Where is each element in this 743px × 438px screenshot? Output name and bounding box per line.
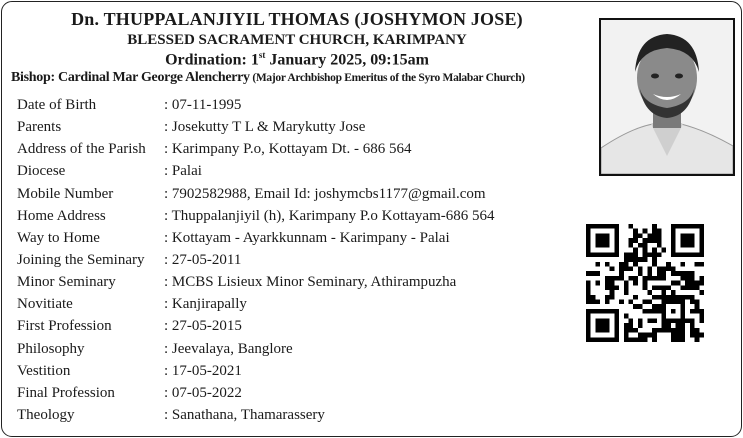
detail-value: : Kottayam - Ayarkkunnam - Karimpany - Palai — [164, 229, 450, 246]
detail-label: Home Address — [17, 207, 106, 224]
detail-label: Philosophy — [17, 340, 85, 357]
detail-label: Mobile Number — [17, 185, 114, 202]
detail-value: : 27-05-2011 — [164, 251, 242, 268]
detail-value: : Karimpany P.o, Kottayam Dt. - 686 564 — [164, 141, 412, 158]
detail-value: : 7902582988, Email Id: joshymcbs1177@gmail.com — [164, 185, 486, 202]
qr-code-icon — [586, 224, 704, 342]
detail-row — [17, 227, 577, 249]
detail-label: Final Profession — [17, 384, 115, 401]
detail-value: : MCBS Lisieux Minor Seminary, Athirampuzha — [164, 274, 457, 291]
detail-value: : Kanjirapally — [164, 296, 247, 313]
detail-row — [17, 116, 577, 138]
detail-value: : Palai — [164, 163, 202, 180]
detail-row — [17, 205, 577, 227]
detail-value: : 17-05-2021 — [164, 362, 242, 379]
detail-label: Diocese — [17, 163, 66, 180]
ordination-superscript: st — [258, 50, 266, 60]
ordination-prefix: Ordination: 1 — [165, 51, 259, 69]
detail-value: : Thuppalanjiyil (h), Karimpany P.o Kottayam-686 564 — [164, 207, 495, 224]
detail-label: Vestition — [17, 362, 71, 379]
detail-label: Address of the Parish — [17, 141, 146, 158]
ordination-date: January 2025, 09:15am — [265, 51, 429, 69]
ordination-line — [2, 50, 592, 69]
deacon-name: Dn. THUPPALANJIYIL THOMAS (JOSHYMON JOSE) — [71, 9, 523, 29]
details-list — [17, 94, 577, 426]
detail-label: Minor Seminary — [17, 274, 116, 291]
detail-row — [17, 94, 577, 116]
church-name: BLESSED SACRAMENT CHURCH, KARIMPANY — [127, 32, 467, 48]
detail-label: Parents — [17, 119, 62, 136]
detail-row — [17, 404, 577, 426]
detail-row — [17, 138, 577, 160]
detail-label: Joining the Seminary — [17, 251, 145, 268]
portrait-photo — [599, 18, 735, 176]
detail-value: : 27-05-2015 — [164, 318, 242, 335]
detail-row — [17, 315, 577, 337]
detail-row — [17, 160, 577, 182]
detail-row — [17, 382, 577, 404]
detail-row — [17, 338, 577, 360]
bishop-note: (Major Archbishop Emeritus of the Syro Malabar Church) — [249, 72, 525, 84]
bishop-line — [11, 70, 525, 86]
detail-value: : 07-05-2022 — [164, 384, 242, 401]
detail-value: : 07-11-1995 — [164, 97, 242, 113]
detail-value: : Jeevalaya, Banglore — [164, 340, 293, 357]
detail-row — [17, 271, 577, 293]
detail-label: Way to Home — [17, 229, 100, 246]
detail-row — [17, 293, 577, 315]
detail-label: Theology — [17, 406, 75, 423]
detail-value: : Josekutty T L & Marykutty Jose — [164, 119, 366, 136]
detail-row — [17, 249, 577, 271]
detail-label: Date of Birth — [17, 97, 97, 113]
profile-card — [1, 1, 742, 437]
detail-row — [17, 360, 577, 382]
detail-row — [17, 183, 577, 205]
detail-label: First Profession — [17, 318, 112, 335]
detail-label: Novitiate — [17, 296, 73, 313]
bishop-name: Bishop: Cardinal Mar George Alencherry — [11, 70, 250, 85]
portrait-photo-drawing — [601, 20, 733, 174]
detail-value: : Sanathana, Thamarassery — [164, 406, 325, 423]
